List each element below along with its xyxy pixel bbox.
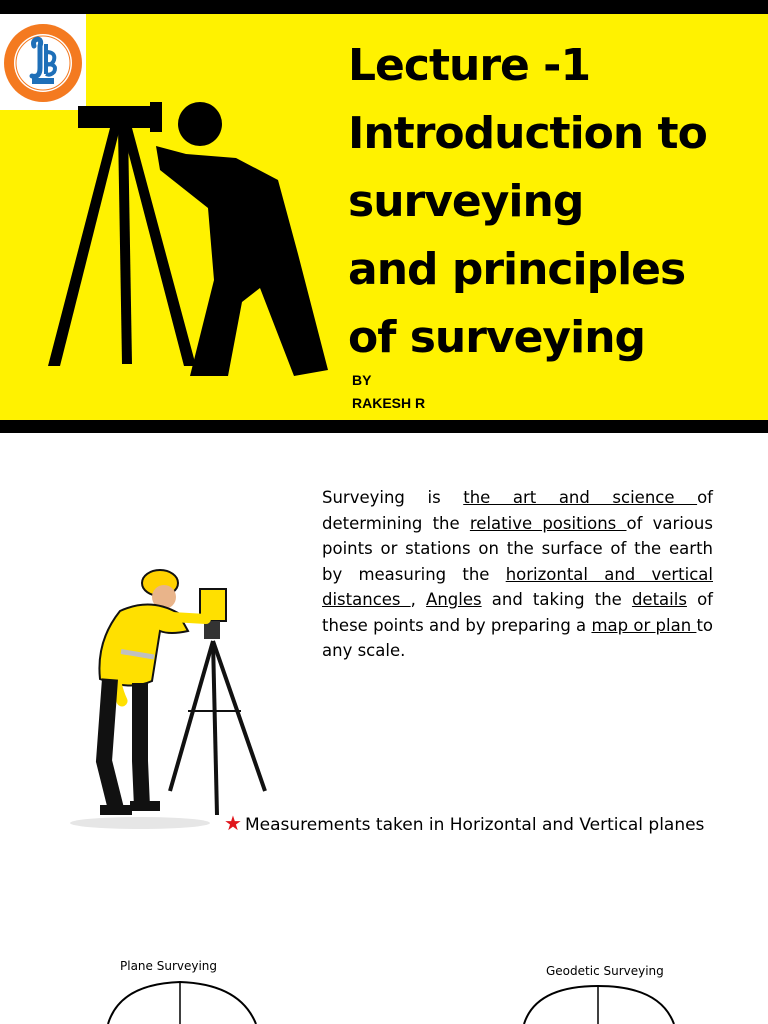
star-icon: ★ bbox=[224, 811, 242, 835]
definition-term: relative positions bbox=[469, 513, 627, 533]
title-slide-background bbox=[0, 14, 768, 420]
surveyor-silhouette-icon bbox=[38, 84, 333, 384]
surveying-definition bbox=[322, 485, 713, 664]
definition-slide bbox=[0, 433, 768, 1024]
author-name: RAKESH R bbox=[352, 395, 426, 411]
title-line-4: and principles bbox=[348, 244, 686, 295]
geodetic-surveying-diagram bbox=[518, 984, 688, 1024]
definition-term: details bbox=[631, 590, 687, 609]
title-line-2: Introduction to bbox=[348, 108, 707, 159]
definition-text: of these points and by preparing a bbox=[322, 590, 713, 635]
geodetic-surveying-label: Geodetic Surveying bbox=[546, 964, 664, 978]
definition-term: horizontal and vertical distances bbox=[322, 564, 713, 609]
definition-text: to any scale. bbox=[322, 615, 714, 660]
plane-surveying-label: Plane Surveying bbox=[120, 959, 218, 973]
measurements-note bbox=[224, 811, 704, 835]
title-line-5: of surveying bbox=[348, 312, 646, 363]
definition-term: the art and science bbox=[463, 488, 698, 507]
title-line-1: Lecture -1 bbox=[348, 40, 591, 91]
definition-text: Surveying is bbox=[322, 488, 464, 507]
definition-text: , bbox=[410, 590, 427, 609]
title-slide bbox=[0, 0, 768, 433]
definition-term: Angles bbox=[426, 590, 482, 609]
definition-text: of determining the bbox=[322, 488, 713, 533]
author-by-label: BY bbox=[352, 372, 372, 388]
definition-text: of various points or stations on the surface of the earth by measuring the bbox=[322, 513, 713, 584]
measurements-note-text: Measurements taken in Horizontal and Vertical planes bbox=[244, 815, 705, 835]
title-line-3: surveying bbox=[348, 176, 584, 227]
plane-surveying-diagram bbox=[100, 978, 270, 1024]
surveyor-worker-illustration-icon bbox=[60, 561, 280, 831]
definition-text: and taking the bbox=[481, 590, 632, 609]
definition-term: map or plan bbox=[591, 615, 697, 635]
